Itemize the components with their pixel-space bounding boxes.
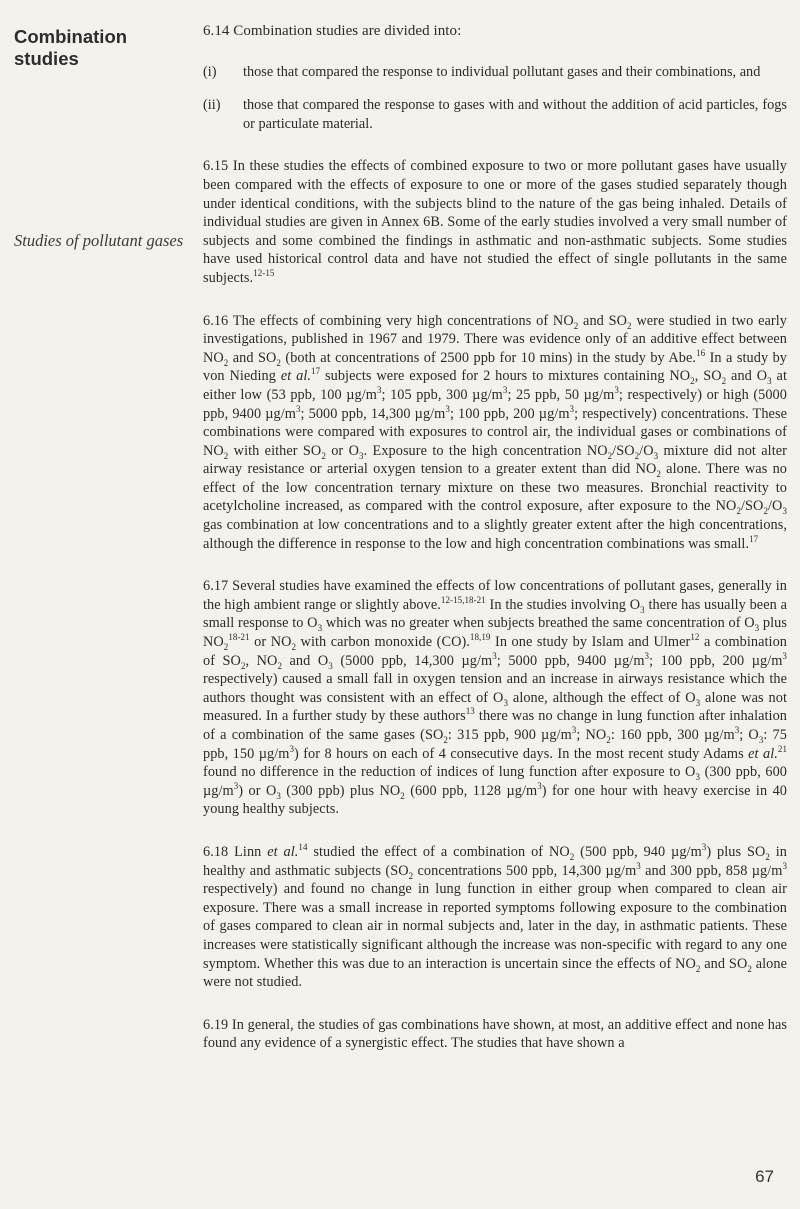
list-text: those that compared the response to gases with and without the addition of acid particles, fogs or particulate material. [243,97,787,132]
sidebar [14,26,184,250]
list-marker: (i) [203,63,217,80]
page-number: 67 [755,1167,774,1186]
list-item [203,63,787,82]
list-text: those that compared the response to individual pollutant gases and their combinations, and [243,63,761,80]
section-title: Combination studies [14,26,128,69]
sub-heading: Studies of pollutant gases [14,231,184,250]
paragraph-6-15: 6.15 In these studies the effects of combined exposure to two or more pollutant gases have usually been compared with the effects of exposure to one or more of the gases studied separately though under identical conditions, with the subjects blind to the nature of the gas being inhaled. Details of individual studies are given in Annex 6B. Some of the early studies involved a very small number of subjects and some combined the findings in asthmatic and non-asthmatic subjects. Some studies have used historical control data and have not studied the effect of single pollutants in the same subjects.$^{12-15}$ [203,158,787,286]
paragraph-6-19: 6.19 In general, the studies of gas combinations have shown, at most, an additive effect and none has found any evidence of a synergistic effect. The studies that have shown a [203,1016,787,1052]
paragraph-6-16: 6.16 The effects of combining very high concentrations of $NO_2$ and $SO_2$ were studied in two early investigations, published in 1967 and 1979. There was evidence only of an additive effect between $NO_2$ and $SO_2$ (both at concentrations of 2500 ppb for 10 mins) in the study by Abe.$^{16}$ In a study by von Nieding et al.$^{17}$ subjects were exposed for 2 hours to mixtures containing $NO_2$, $SO_2$ and $O_3$ at either low (53 ppb, 100 $\mu g/m^3$; 105 ppb, 300 $\mu g/m^3$; 25 ppb, 50 $\mu g/m^3$; respectively) or high (5000 ppb, 9400 $\mu g/m^3$; 5000 ppb, 14,300 $\mu g/m^3$; 100 ppb, 200 $\mu g/m^3$; respectively) concentrations. These combinations were compared with exposures to control air, the individual gases or combinations of $NO_2$ with either $SO_2$ or $O_3$. Exposure to the high concentration $NO_2/SO_2/O_3$ mixture did not alter airway resistance or arterial oxygen tension to a greater extent than did $NO_2$ alone. There was no effect of the low concentration ternary mixture on these two measures. Bronchial reactivity to acetylcholine increased, as compared with the control exposure, after exposure to the $NO_2/SO_2/O_3$ gas combination at low concentrations and to a slightly greater extent after the high concentrations, although the difference in response to the low and high concentration combinations was small.$^{17}$ [203,312,787,552]
list-item [203,96,787,133]
paragraph-6-18: 6.18 Linn et al.$^{14}$ studied the effect of a combination of $NO_2$ (500 ppb, 940 $\mu g/m^3$) plus $SO_2$ in healthy and asthmatic subjects ($SO_2$ concentrations 500 ppb, 14,300 $\mu g/m^3$ and 300 ppb, 858 $\mu g/m^3$ respectively) and found no change in lung function in either group when compared to clean air exposure. There was a small increase in reported symptoms following exposure to the combination of gases compared to clean air in normal subjects and, later in the day, in asthmatic patients. These increases were statistically significant although the increase was non-specific with regard to any one symptom. Whether this was due to an interaction is uncertain since the effects of $NO_2$ and $SO_2$ alone were not studied. [203,842,788,991]
main-text [203,22,787,1053]
list-marker: (ii) [203,97,221,114]
paragraph-6-17: 6.17 Several studies have examined the effects of low concentrations of pollutant gases, generally in the high ambient range or slightly above.$^{12-15,18-21}$ In the studies involving $O_3$ there has usually been a small response to $O_3$ which was no greater when subjects breathed the same concentration of $O_3$ plus $NO_2^{18-21}$ or $NO_2$ with carbon monoxide (CO).$^{18,19}$ In one study by Islam and Ulmer$^{12}$ a combination of $SO_2$, $NO_2$ and $O_3$ (5000 ppb, 14,300 $\mu g/m^3$; 5000 ppb, 9400 $\mu g/m^3$; 100 ppb, 200 $\mu g/m^3$ respectively) caused a small fall in oxygen tension and an increase in airways resistance which the authors thought was consistent with an effect of $O_3$ alone, although the effect of $O_3$ alone was not measured. In a further study by these authors$^{13}$ there was no change in lung function after inhalation of a combination of the same gases ($SO_2$: 315 ppb, 900 $\mu g/m^3$; $NO_2$: 160 ppb, 300 $\mu g/m^3$; $O_3$: 75 ppb, 150 $\mu g/m^3$) for 8 hours on each of 4 consecutive days. In the most recent study Adams et al.$^{21}$ found no difference in the reduction of indices of lung function after exposure to $O_3$ (300 ppb, 600 $\mu g/m^3$) or $O_3$ (300 ppb) plus $NO_2$ (600 ppb, 1128 $\mu g/m^3$) for one hour with heavy exercise in 40 young healthy subjects. [203,578,788,818]
paragraph-6-14: 6.14 Combination studies are divided into: [203,23,462,39]
